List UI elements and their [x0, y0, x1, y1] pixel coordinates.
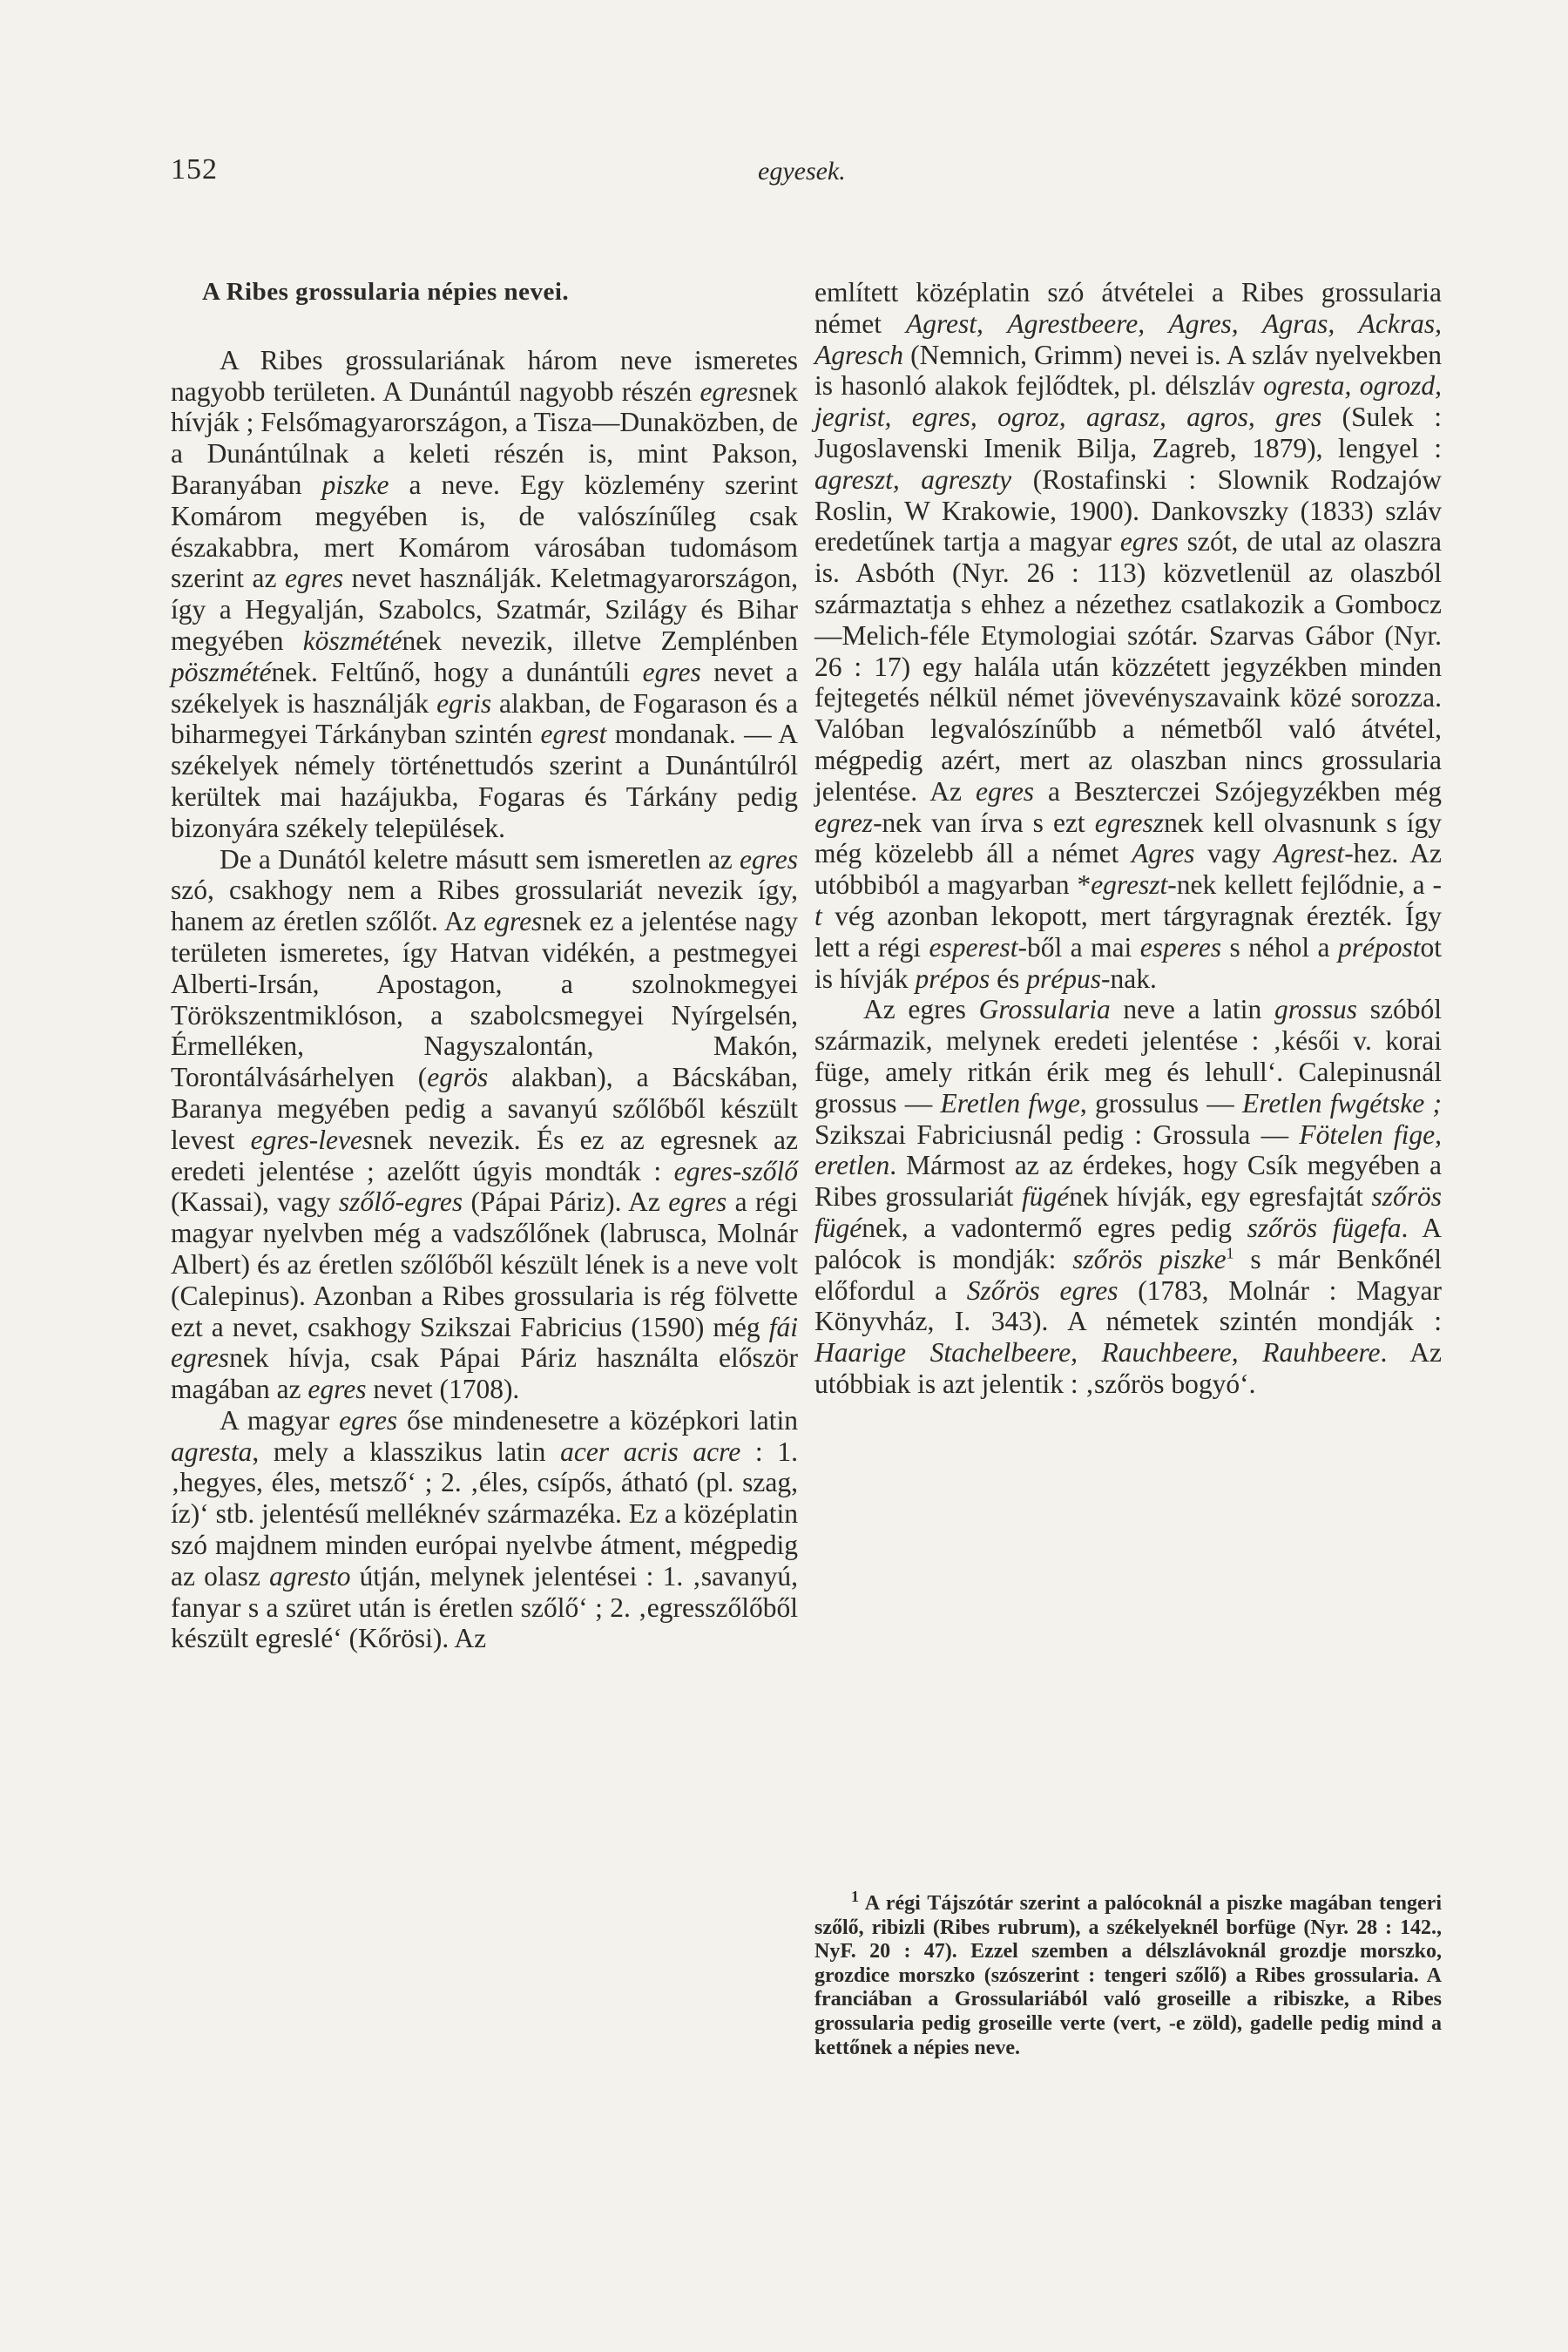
- paragraph-2: De a Dunától keletre másutt sem ismeretlen az egres szó, csakhogy nem a Ribes grossulariát nevezik így, hanem az éretlen szőlőt. Az egresnek ez a jelentése nagy területen ismeretes, így Hatvan vidékén, a pestmegyei Alberti-Irsán, Apostagon, a szolnokmegyei Törökszentmiklóson, a szabolcsmegyei Nyírgelsén, Érmelléken, Nagyszalontán, Makón, Torontálvásárhelyen (egrös alakban), a Bácskában, Baranya megyében pedig a savanyú szőlőből készült levest egres-levesnek nevezik. És ez az egresnek az eredeti jelentése ; azelőtt úgyis mondták : egres-szőlő (Kassai), vagy szőlő-egres (Pápai Páriz). Az egres a régi magyar nyelvben még a vadszőlőnek (labrusca, Molnár Albert) és az éretlen szőlőből készült lének is a neve volt (Calepinus). Azonban a Ribes grossularia is rég fölvette ezt a nevet, csakhogy Szikszai Fabricius (1590) még fái egresnek hívja, csak Pápai Páriz használta először magában az egres nevet (1708).: [171, 843, 798, 1405]
- footnote-text: A régi Tájszótár szerint a palócoknál a piszke magában tengeri szőlő, ribizli (Ribes rubrum), a székelyeknél borfüge (Nyr. 28 : 142., NyF. 20 : 47). Ezzel szemben a délszlávoknál grozdje morszko, grozdice morszko (szószerint : tengeri szőlő) a Ribes grossularia. A franciában a Grossulariából való groseille a ribiszke, a Ribes grossularia pedig groseille verte (vert, -e zöld), gadelle pedig mind a kettőnek a népies neve.: [814, 1892, 1442, 2059]
- left-column: [171, 277, 798, 1654]
- footnote-marker: 1: [851, 1888, 859, 1905]
- paragraph-3-cont: említett középlatin szó átvételei a Ribes grossularia német Agrest, Agrestbeere, Agres, Agras, Ackras, Agresch (Nemnich, Grimm) nevei is. A szláv nyelvekben is hasonló alakok fejlődtek, pl. délszláv ogresta, ogrozd, jegrist, egres, ogroz, agrasz, agros, gres (Sulek : Jugoslavenski Imenik Bilja, Zagreb, 1879), lengyel : agreszt, agresztу (Rostafinski : Slownik Rodzajów Roslin, W Krakowie, 1900). Dankovszky (1833) szláv eredetűnek tartja a magyar egres szót, de utal az olaszra is. Asbóth (Nyr. 26 : 113) közvetlenül az olaszból származtatja s ehhez a nézethez csatlakozik a Gombocz—Melich-féle Etymologiai szótár. Szarvas Gábor (Nyr. 26 : 17) egy halála után közzétett jegyzékben minden fejtegetés nélkül német jövevényszavaink közé sorozza. Valóban legvalószínűbb a németből való átvétel, mégpedig azért, mert az olaszban nincs grossularia jelentése. Az egres a Beszterczei Szójegyzékben még egrez-nek van írva s ezt egresznek kell olvasnunk s így még közelebb áll a német Agres vagy Agrest-hez. Az utóbbiból a magyarban *egreszt-nek kellett fejlődnie, a -t vég azonban lekopott, mert tárgyragnak érezték. Így lett a régi esperest-ből a mai esperes s néhol a prépostot is hívják prépos és prépus-nak.: [814, 277, 1443, 994]
- paragraph-3: A magyar egres őse mindenesetre a középkori latin agresta, mely a klasszikus latin acer acris acre : 1. ‚hegyes, éles, metsző‘ ; 2. ‚éles, csípős, átható (pl. szag, íz)‘ stb. jelentésű melléknév származéka. Ez a középlatin szó majdnem minden európai nyelvbe átment, mégpedig az olasz agresto útján, melynek jelentései : 1. ‚savanyú, fanyar s a szüret után is éretlen szőlő‘ ; 2. ‚egresszőlőből készült egreslé‘ (Kőrösi). Az: [171, 1404, 798, 1654]
- right-column: [814, 277, 1442, 1400]
- paragraph-4: Az egres Grossularia neve a latin grossus szóból származik, melynek eredeti jelentése : ‚késői v. korai füge, amely ritkán érik meg és lehull‘. Calepinusnál grossus — Eretlen fwge, grossulus — Eretlen fwgétske ; Szikszai Fabriciusnál pedig : Grossula — Fötelen fige, eretlen. Mármost az az érdekes, hogy Csík megyében a Ribes grossulariát fügének hívják, egy egresfajtát szőrös fügének, a vadontermő egres pedig szőrös fügefa. A palócok is mondják: szőrös piszke$^1$ s már Benkőnél előfordul a Szőrös egres (1783, Molnár : Magyar Könyvház, I. 343). A németek szintén mondják : Haarige Stachelbeere, Rauchbeere, Rauhbeere. Az utóbbiak is azt jelentik : ‚szőrös bogyó‘.: [814, 994, 1442, 1399]
- page-number: 152: [171, 153, 218, 186]
- paragraph-1: A Ribes grossulariának három neve ismeretes nagyobb területen. A Dunántúl nagyobb részén egresnek hívják ; Felsőmagyarországon, a Tisza—Dunaközben, de a Dunántúlnak a keleti részén is, mint Pakson, Baranyában piszke a neve. Egy közlemény szerint Komárom megyében is, de valószínűleg csak északabbra, mert Komárom városában tudomásom szerint az egres nevet használják. Keletmagyarországon, így a Hegyalján, Szabolcs, Szatmár, Szilágy és Bihar megyében köszmétének nevezik, illetve Zemplénben pöszmétének. Feltűnő, hogy a dunántúli egres nevet a székelyek is használják egris alakban, de Fogarason és a biharmegyei Tárkányban szintén egrest mondanak. — A székelyek némely történettudós szerint a Dunántúlról kerültek mai hazájukba, Fogaras és Tárkány pedig bizonyára székely települések.: [171, 344, 798, 843]
- running-title: egyesek.: [758, 157, 846, 186]
- footnote: [814, 1888, 1442, 2060]
- article-title: A Ribes grossularia népies nevei.: [202, 278, 570, 306]
